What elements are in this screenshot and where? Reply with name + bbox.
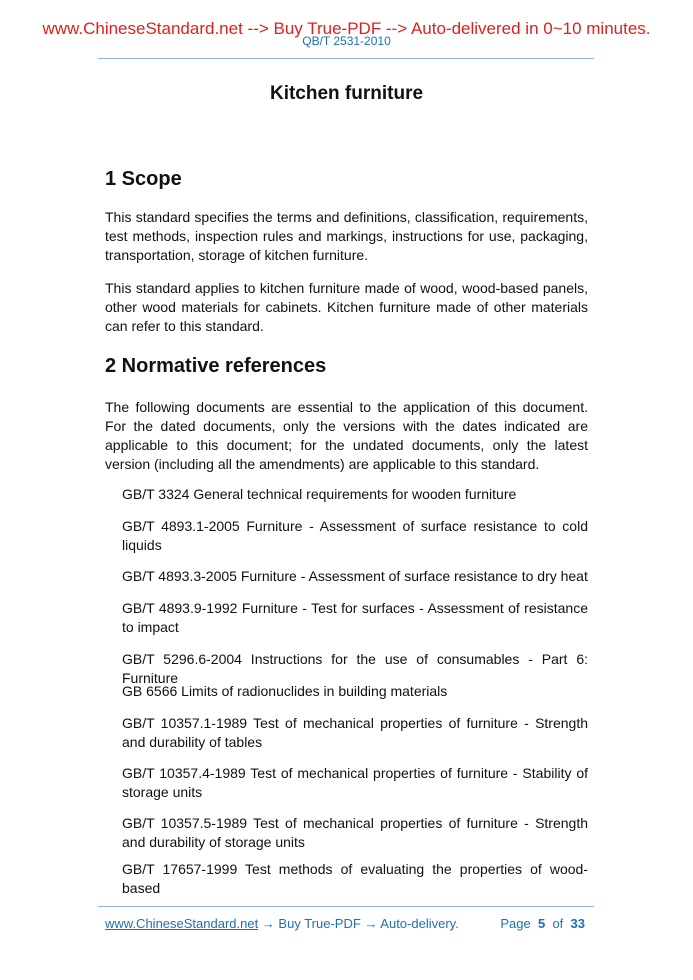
reference-item: GB/T 4893.1-2005 Furniture - Assessment of surface resistance to cold liquids — [122, 518, 588, 553]
paragraph: The following documents are essential to the application of this document. For the dated documents, only the versions with the dates indicated are applicable to this document; for the undated documents, only the latest version (including all the amendments) are applicable to this standard. — [105, 399, 588, 472]
header-divider — [98, 58, 594, 59]
footer-divider — [98, 906, 594, 907]
reference-item: GB/T 3324 General technical requirements for wooden furniture — [122, 486, 517, 502]
document-title: Kitchen furniture — [269, 83, 424, 104]
paragraph: This standard specifies the terms and definitions, classification, requirements, test methods, inspection rules and markings, instructions for use, packaging, transportation, storage of kitchen furniture. — [105, 209, 588, 263]
section-heading: 2 Normative references — [105, 355, 327, 377]
footer — [105, 916, 585, 931]
current-page: 5 — [537, 916, 546, 931]
reference-item: GB/T 4893.9-1992 Furniture - Test for surfaces - Assessment of resistance to impact — [122, 600, 588, 635]
reference-item: GB/T 10357.4-1989 Test of mechanical properties of furniture - Stability of storage units — [122, 765, 588, 800]
page-indicator: Page 5 of 33 — [500, 916, 585, 931]
reference-item: GB/T 4893.3-2005 Furniture - Assessment of surface resistance to dry heat — [122, 568, 588, 584]
section-heading: 1 Scope — [105, 168, 182, 190]
paragraph: This standard applies to kitchen furniture made of wood, wood-based panels, other wood materials for cabinets. Kitchen furniture made of other materials can refer to this standard. — [105, 280, 588, 334]
standard-number: QB/T 2531-2010 — [302, 34, 391, 48]
reference-item: GB/T 10357.5-1989 Test of mechanical properties of furniture - Strength and durability of storage units — [122, 815, 588, 850]
reference-item: GB/T 10357.1-1989 Test of mechanical properties of furniture - Strength and durability of tables — [122, 715, 588, 750]
footer-link[interactable]: www.ChineseStandard.net — [105, 916, 259, 931]
footer-text: → Buy True-PDF → Auto-delivery. — [258, 916, 459, 931]
reference-item: GB/T 5296.6-2004 Instructions for the use of consumables - Part 6: Furniture — [122, 651, 588, 686]
reference-item: GB/T 17657-1999 Test methods of evaluating the properties of wood-based — [122, 861, 588, 896]
total-pages: 33 — [570, 916, 585, 931]
reference-item: GB 6566 Limits of radionuclides in building materials — [122, 683, 448, 699]
promo-banner: www.ChineseStandard.net --> Buy True-PDF --> Auto-delivered in 0~10 minutes. — [42, 19, 651, 38]
